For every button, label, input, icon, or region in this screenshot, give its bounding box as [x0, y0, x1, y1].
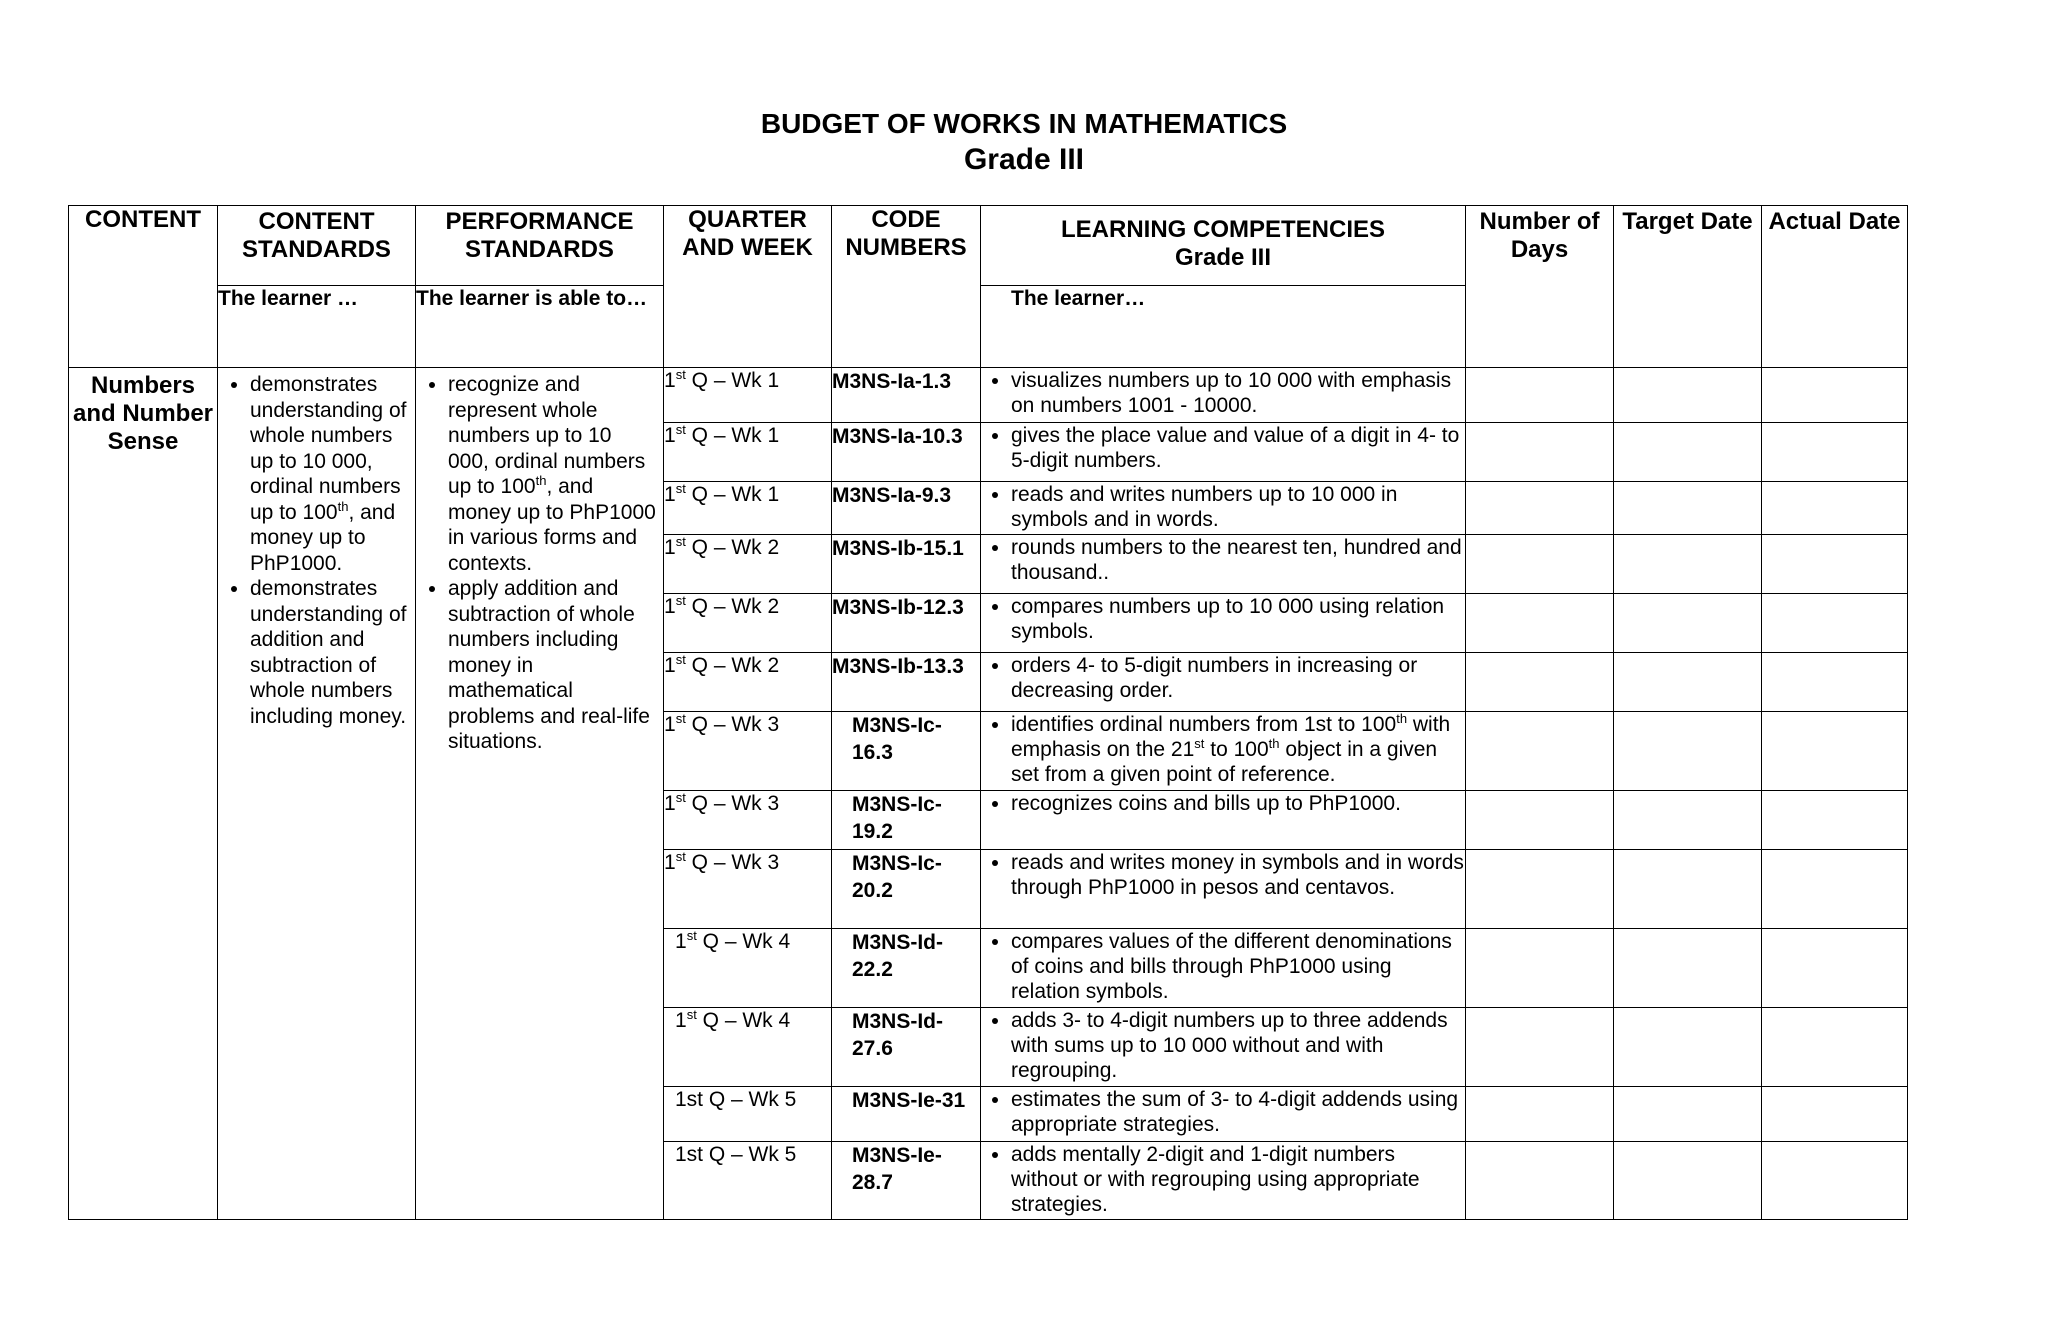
code-number-cell: M3NS-Ia-1.3 [832, 368, 981, 423]
quarter-week-cell: 1st Q – Wk 4 [664, 1008, 832, 1087]
header-learning-competencies-title: LEARNING COMPETENCIES [1060, 216, 1386, 243]
number-of-days-cell[interactable] [1466, 712, 1614, 791]
code-number-cell: M3NS-Ie-28.7 [832, 1142, 981, 1220]
quarter-week-cell: 1st Q – Wk 1 [664, 482, 832, 535]
header-content: CONTENT [69, 206, 218, 368]
content-cell [69, 368, 218, 1220]
actual-date-cell[interactable] [1762, 929, 1908, 1008]
quarter-week-cell: 1st Q – Wk 1 [664, 368, 832, 423]
actual-date-cell[interactable] [1762, 712, 1908, 791]
actual-date-cell[interactable] [1762, 850, 1908, 929]
competency-text: • reads and writes money in symbols and in words through PhP1000 in pesos and centavos. [1011, 850, 1465, 900]
quarter-week-cell: 1st Q – Wk 3 [664, 791, 832, 850]
budget-of-works-table [68, 205, 1908, 1220]
quarter-week-cell: 1st Q – Wk 3 [664, 712, 832, 791]
competency-list [981, 712, 1465, 787]
number-of-days-cell[interactable] [1466, 594, 1614, 653]
ordinal-suffix: st [675, 790, 686, 805]
competency-text: • adds mentally 2-digit and 1-digit numbers without or with regrouping using appropriate strategies. [1011, 1142, 1465, 1217]
ordinal-suffix: st [675, 711, 686, 726]
content-text: Numbers and Number Sense [72, 372, 213, 455]
learning-competency-cell [981, 791, 1466, 850]
target-date-cell[interactable] [1614, 929, 1762, 1008]
actual-date-cell[interactable] [1762, 482, 1908, 535]
ordinal-suffix: st [675, 652, 686, 667]
competency-list [981, 1142, 1465, 1217]
actual-date-cell[interactable] [1762, 1142, 1908, 1220]
ordinal-suffix: st [1194, 736, 1205, 751]
actual-date-cell[interactable] [1762, 535, 1908, 594]
code-number-cell: M3NS-Id-22.2 [832, 929, 981, 1008]
target-date-cell[interactable] [1614, 850, 1762, 929]
ordinal-suffix: st [686, 1007, 697, 1022]
ordinal-suffix: th [535, 473, 547, 488]
competency-list [981, 423, 1465, 473]
ordinal-suffix: st [675, 422, 686, 437]
competency-list [981, 594, 1465, 644]
target-date-cell[interactable] [1614, 423, 1762, 482]
code-number-cell: M3NS-Ib-13.3 [832, 653, 981, 712]
number-of-days-cell[interactable] [1466, 1087, 1614, 1142]
competency-text: • adds 3- to 4-digit numbers up to three addends with sums up to 10 000 without and with regrouping. [1011, 1008, 1465, 1083]
competency-text: • compares values of the different denominations of coins and bills through PhP1000 using relation symbols. [1011, 929, 1465, 1004]
target-date-cell[interactable] [1614, 1142, 1762, 1220]
content-standards-subheader: The learner … [218, 286, 416, 368]
actual-date-cell[interactable] [1762, 1087, 1908, 1142]
actual-date-cell[interactable] [1762, 368, 1908, 423]
performance-standards-subheader: The learner is able to… [416, 286, 664, 368]
number-of-days-cell[interactable] [1466, 535, 1614, 594]
competency-text: • compares numbers up to 10 000 using relation symbols. [1011, 594, 1465, 644]
competency-list [981, 791, 1465, 816]
target-date-cell[interactable] [1614, 1087, 1762, 1142]
content-standards-cell [218, 368, 416, 1220]
target-date-cell[interactable] [1614, 791, 1762, 850]
number-of-days-cell[interactable] [1466, 791, 1614, 850]
target-date-cell[interactable] [1614, 653, 1762, 712]
ordinal-suffix: th [1396, 711, 1408, 726]
competency-list [981, 1087, 1465, 1137]
ordinal-suffix: st [675, 849, 686, 864]
code-number-cell: M3NS-Ia-9.3 [832, 482, 981, 535]
learning-competency-cell [981, 482, 1466, 535]
header-learning-competencies-grade: Grade III [1174, 244, 1272, 271]
performance-standards-list-item: • recognize and represent whole numbers up to 10 000, ordinal numbers up to 100th, and money up to PhP1000 in various forms and contexts. [448, 372, 657, 576]
competency-list [981, 368, 1465, 418]
number-of-days-cell[interactable] [1466, 1142, 1614, 1220]
performance-standards-list [416, 372, 663, 755]
header-content-standards: CONTENT STANDARDS [218, 206, 416, 286]
learning-competency-cell [981, 850, 1466, 929]
competency-list [981, 653, 1465, 703]
code-number-cell: M3NS-Id-27.6 [832, 1008, 981, 1087]
number-of-days-cell[interactable] [1466, 482, 1614, 535]
competency-rows [69, 368, 1908, 1220]
ordinal-suffix: st [675, 534, 686, 549]
competency-list [981, 1008, 1465, 1083]
learning-competency-cell [981, 712, 1466, 791]
document-subtitle: Grade III [963, 143, 1085, 176]
content-standards-list [218, 372, 415, 729]
learning-competency-cell [981, 423, 1466, 482]
header-learning-competencies [981, 206, 1466, 286]
number-of-days-cell[interactable] [1466, 423, 1614, 482]
competency-text: • reads and writes numbers up to 10 000 in symbols and in words. [1011, 482, 1465, 532]
competency-list [981, 535, 1465, 585]
ordinal-suffix: th [1268, 736, 1280, 751]
quarter-week-cell: 1st Q – Wk 4 [664, 929, 832, 1008]
competency-text: • rounds numbers to the nearest ten, hundred and thousand.. [1011, 535, 1465, 585]
competency-text: • orders 4- to 5-digit numbers in increasing or decreasing order. [1011, 653, 1465, 703]
content-standards-list-item: • demonstrates understanding of addition and subtraction of whole numbers including money. [250, 576, 409, 729]
actual-date-cell[interactable] [1762, 791, 1908, 850]
table-row [69, 368, 1908, 423]
competency-text: • visualizes numbers up to 10 000 with emphasis on numbers 1001 - 10000. [1011, 368, 1465, 418]
code-number-cell: M3NS-Ib-12.3 [832, 594, 981, 653]
number-of-days-cell[interactable] [1466, 850, 1614, 929]
code-number-cell: M3NS-Ic-19.2 [832, 791, 981, 850]
quarter-week-cell: 1st Q – Wk 2 [664, 653, 832, 712]
header-code-numbers: CODE NUMBERS [832, 206, 981, 368]
ordinal-suffix: st [675, 481, 686, 496]
actual-date-cell[interactable] [1762, 423, 1908, 482]
competency-list [981, 929, 1465, 1004]
quarter-week-cell: 1st Q – Wk 5 [664, 1142, 832, 1220]
competency-text: • identifies ordinal numbers from 1st to 100th with emphasis on the 21st to 100th object in a given set from a given point of reference. [1011, 712, 1465, 787]
performance-standards-list-item: • apply addition and subtraction of whole numbers including money in mathematical problems and real-life situations. [448, 576, 657, 755]
quarter-week-cell: 1st Q – Wk 5 [664, 1087, 832, 1142]
quarter-week-cell: 1st Q – Wk 2 [664, 594, 832, 653]
code-number-cell: M3NS-Ie-31 [832, 1087, 981, 1142]
quarter-week-cell: 1st Q – Wk 1 [664, 423, 832, 482]
competency-text: • gives the place value and value of a digit in 4- to 5-digit numbers. [1011, 423, 1465, 473]
actual-date-cell[interactable] [1762, 653, 1908, 712]
target-date-cell[interactable] [1614, 1008, 1762, 1087]
competency-text: • recognizes coins and bills up to PhP1000. [1011, 791, 1465, 816]
learning-competencies-subheader: The learner… [981, 286, 1466, 368]
code-number-cell: M3NS-Ia-10.3 [832, 423, 981, 482]
header-actual-date: Actual Date [1762, 206, 1908, 368]
number-of-days-cell[interactable] [1466, 653, 1614, 712]
header-performance-standards: PERFORMANCE STANDARDS [416, 206, 664, 286]
actual-date-cell[interactable] [1762, 1008, 1908, 1087]
target-date-cell[interactable] [1614, 594, 1762, 653]
ordinal-suffix: st [686, 928, 697, 943]
ordinal-suffix: th [337, 498, 349, 514]
target-date-cell[interactable] [1614, 368, 1762, 423]
learning-competency-cell [981, 368, 1466, 423]
performance-standards-cell [416, 368, 664, 1220]
quarter-week-cell: 1st Q – Wk 2 [664, 535, 832, 594]
learning-competency-cell [981, 1008, 1466, 1087]
document-title: BUDGET OF WORKS IN MATHEMATICS [760, 108, 1288, 139]
learning-competency-cell [981, 535, 1466, 594]
learning-competency-cell [981, 594, 1466, 653]
competency-text: • estimates the sum of 3- to 4-digit addends using appropriate strategies. [1011, 1087, 1465, 1137]
target-date-cell[interactable] [1614, 482, 1762, 535]
number-of-days-cell[interactable] [1466, 929, 1614, 1008]
learning-competency-cell [981, 1087, 1466, 1142]
competency-list [981, 482, 1465, 532]
number-of-days-cell[interactable] [1466, 368, 1614, 423]
target-date-cell[interactable] [1614, 535, 1762, 594]
learning-competency-cell [981, 929, 1466, 1008]
competency-list [981, 850, 1465, 900]
learning-competency-cell [981, 1142, 1466, 1220]
learning-competency-cell [981, 653, 1466, 712]
quarter-week-cell: 1st Q – Wk 3 [664, 850, 832, 929]
target-date-cell[interactable] [1614, 712, 1762, 791]
ordinal-suffix: st [675, 367, 686, 382]
header-quarter-week: QUARTER AND WEEK [664, 206, 832, 368]
content-standards-list-item: • demonstrates understanding of whole numbers up to 10 000, ordinal numbers up to 100th, and money up to PhP1000. [250, 372, 409, 576]
header-target-date: Target Date [1614, 206, 1762, 368]
ordinal-suffix: st [675, 593, 686, 608]
number-of-days-cell[interactable] [1466, 1008, 1614, 1087]
actual-date-cell[interactable] [1762, 594, 1908, 653]
code-number-cell: M3NS-Ic-16.3 [832, 712, 981, 791]
code-number-cell: M3NS-Ic-20.2 [832, 850, 981, 929]
header-number-of-days: Number of Days [1466, 206, 1614, 368]
code-number-cell: M3NS-Ib-15.1 [832, 535, 981, 594]
